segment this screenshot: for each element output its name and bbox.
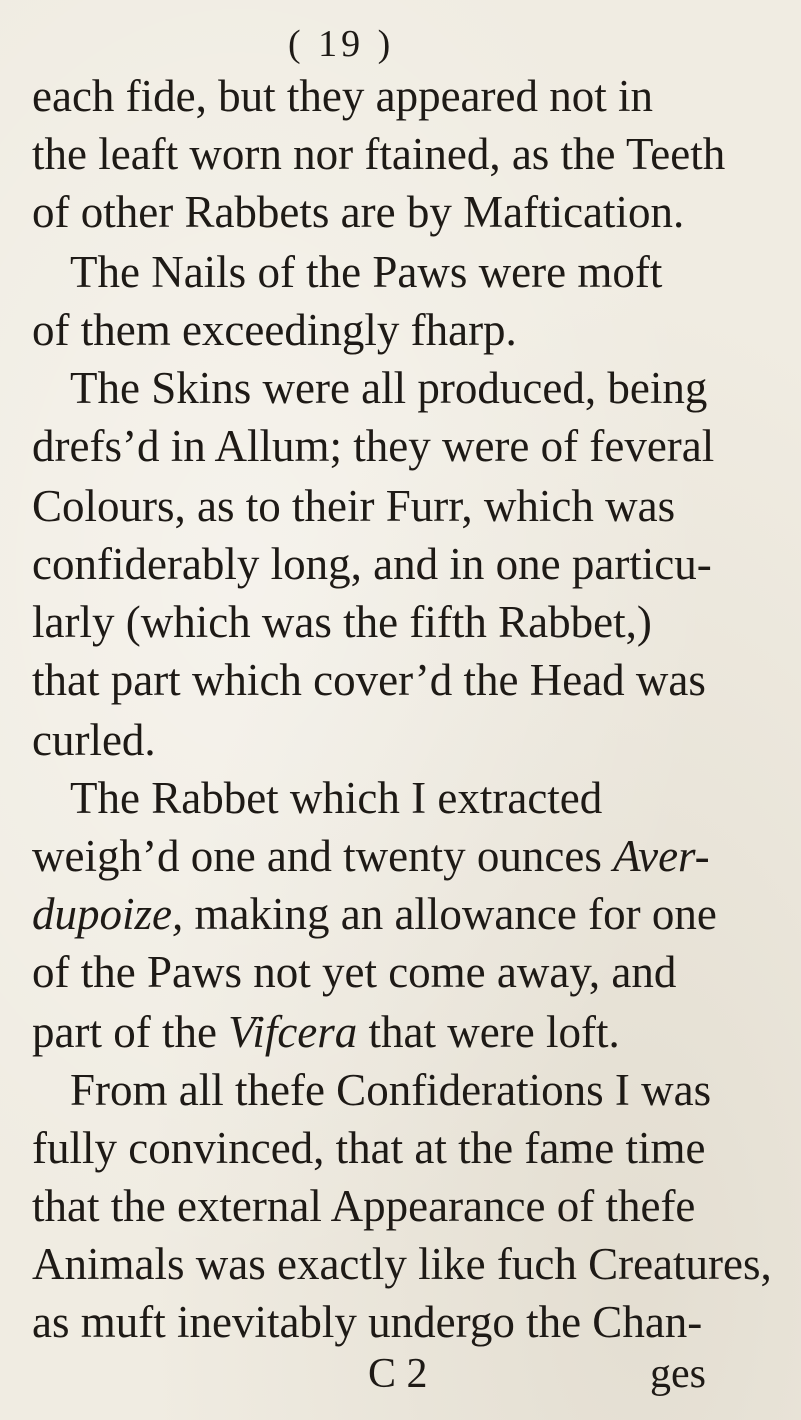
italic-viscera: Vifcera: [228, 1007, 358, 1057]
text-line-3: of other Rabbets are by Maftication.: [32, 187, 685, 237]
page-number: ( 19 ): [288, 23, 395, 65]
text-line-12: curled.: [32, 715, 156, 765]
text-line-14: [32, 831, 710, 881]
text-line-15: [32, 889, 717, 939]
text-line-5: of them exceedingly fharp.: [32, 305, 517, 355]
text-line-2: the leaft worn nor ftained, as the Teeth: [32, 129, 726, 179]
text-line-21: Animals was exactly like fuch Creatures,: [32, 1239, 772, 1289]
text-line-17-start: part of the: [32, 1007, 217, 1057]
text-line-10: larly (which was the fifth Rabbet,): [32, 597, 652, 647]
text-line-7: drefs’d in Allum; they were of feveral: [32, 421, 715, 471]
text-line-19: fully convinced, that at the fame time: [32, 1123, 706, 1173]
text-line-1: each fide, but they appeared not in: [32, 71, 653, 121]
italic-aver: Aver-: [613, 831, 710, 881]
signature-mark: C 2: [368, 1351, 428, 1397]
text-line-4: The Nails of the Paws were moft: [70, 247, 663, 297]
text-line-17: [32, 1007, 620, 1057]
text-line-6: The Skins were all produced, being: [70, 363, 708, 413]
text-line-18: From all thefe Confiderations I was: [70, 1065, 712, 1115]
text-line-15-roman: making an allowance for one: [194, 889, 717, 939]
text-line-11: that part which cover’d the Head was: [32, 655, 706, 705]
text-line-20: that the external Appearance of thefe: [32, 1181, 696, 1231]
text-line-22: as muft inevitably undergo the Chan-: [32, 1297, 703, 1347]
text-line-8: Colours, as to their Furr, which was: [32, 481, 676, 531]
text-line-17-end: that were loft.: [368, 1007, 620, 1057]
text-line-9: confiderably long, and in one particu-: [32, 539, 712, 589]
text-line-13: The Rabbet which I extracted: [70, 773, 603, 823]
catchword: ges: [650, 1351, 706, 1397]
text-line-16: of the Paws not yet come away, and: [32, 947, 677, 997]
text-line-14-roman: weigh’d one and twenty ounces: [32, 831, 602, 881]
italic-dupoize: dupoize,: [32, 889, 184, 939]
